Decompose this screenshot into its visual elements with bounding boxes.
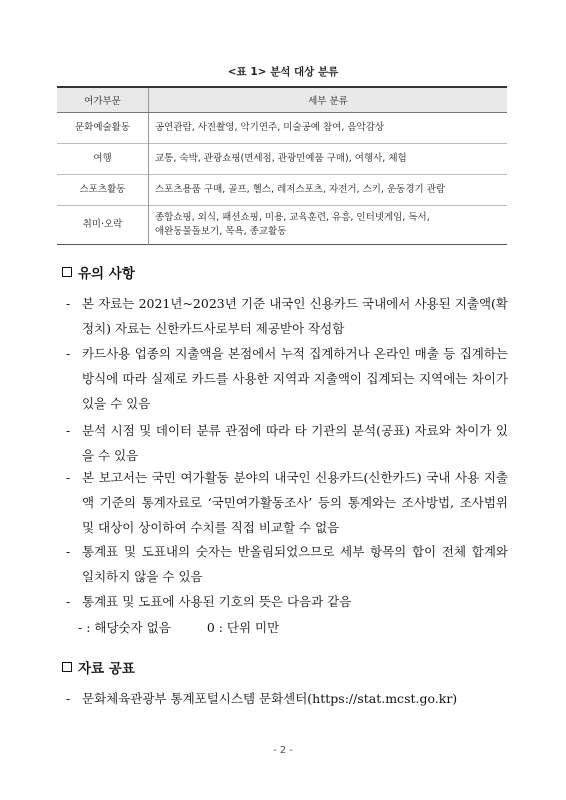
dash-marker: - xyxy=(66,544,71,559)
dash-marker: - xyxy=(66,470,71,485)
source-heading xyxy=(62,657,135,677)
legend-no-value: - : 해당숫자 없음 xyxy=(78,620,171,635)
classification-table xyxy=(57,86,507,245)
dash-marker: - xyxy=(66,423,71,438)
cell-detail: 교통, 숙박, 관광쇼핑(면세점, 관광민예품 구매), 여행사, 체험 xyxy=(149,144,508,175)
header-category: 여가부문 xyxy=(57,87,149,113)
notes-heading-text: 유의 사항 xyxy=(78,266,135,282)
table-row xyxy=(57,144,507,175)
legend-below-unit: 0 : 단위 미만 xyxy=(206,620,280,635)
note-item xyxy=(66,291,508,341)
note-text: 카드사용 업종의 지출액을 본점에서 누적 집계하거나 온라인 매출 등 집계하는 방식에 따라 실제로 카드를 사용한 지역과 지출액이 집계되는 지역에는 차이가 있을 수 있음 xyxy=(82,346,508,411)
cell-detail xyxy=(149,206,508,245)
table-row xyxy=(57,113,507,144)
cell-category: 여행 xyxy=(57,144,149,175)
table-row xyxy=(57,175,507,206)
source-heading-text: 자료 공표 xyxy=(78,661,135,677)
table-caption: <표 1> 분석 대상 분류 xyxy=(227,66,339,78)
note-text: 통계표 및 도표내의 숫자는 반올림되었으므로 세부 항목의 합이 전체 합계와 일치하지 않을 수 있음 xyxy=(82,544,508,584)
square-bullet-icon xyxy=(62,267,72,277)
cell-detail: 공연관람, 사진촬영, 악기연주, 미술공예 참여, 음악감상 xyxy=(149,113,508,144)
page-number: - 2 - xyxy=(273,745,293,756)
square-bullet-icon xyxy=(62,662,72,672)
cell-category: 스포츠활동 xyxy=(57,175,149,206)
source-text: 문화체육관광부 통계포털시스템 문화센터(https://stat.mcst.go.kr) xyxy=(82,691,458,706)
dash-marker: - xyxy=(66,691,71,706)
note-text: 본 보고서는 국민 여가활동 분야의 내국인 신용카드(신한카드) 국내 사용 지출액 기준의 통계자료로 ‘국민여가활동조사’ 등의 통계와는 조사방법, 조사범위 및 대상이 상이하여 수치를 직접 비교할 수 없음 xyxy=(82,470,508,535)
note-text: 본 자료는 2021년~2023년 기준 내국인 신용카드 국내에서 사용된 지출액(확정치) 자료는 신한카드사로부터 제공받아 작성함 xyxy=(82,296,508,336)
source-item xyxy=(66,686,508,711)
dash-marker: - xyxy=(66,594,71,609)
cell-category: 문화예술활동 xyxy=(57,113,149,144)
dash-marker: - xyxy=(66,296,71,311)
header-detail: 세부 분류 xyxy=(149,87,508,113)
cell-detail: 스포츠용품 구매, 골프, 헬스, 레저스포츠, 자전거, 스키, 운동경기 관람 xyxy=(149,175,508,206)
note-item xyxy=(66,465,508,540)
note-item xyxy=(66,589,508,614)
dash-marker: - xyxy=(66,346,71,361)
cell-detail-line: 종합쇼핑, 외식, 패션쇼핑, 미용, 교육훈련, 유흥, 인터넷게임, 독서, xyxy=(155,212,430,223)
note-text: 통계표 및 도표에 사용된 기호의 뜻은 다음과 같음 xyxy=(82,594,352,609)
note-item xyxy=(66,418,508,468)
note-item xyxy=(66,539,508,589)
table-row xyxy=(57,206,507,245)
symbol-legend xyxy=(78,618,279,636)
note-text: 분석 시점 및 데이터 분류 관점에 따라 타 기관의 분석(공표) 자료와 차이가 있을 수 있음 xyxy=(82,423,508,463)
table-header-row xyxy=(57,87,507,113)
cell-category: 취미·오락 xyxy=(57,206,149,245)
cell-detail-line: 애완동물돌보기, 목욕, 종교활동 xyxy=(155,226,287,237)
notes-heading xyxy=(62,262,135,282)
note-item xyxy=(66,341,508,416)
